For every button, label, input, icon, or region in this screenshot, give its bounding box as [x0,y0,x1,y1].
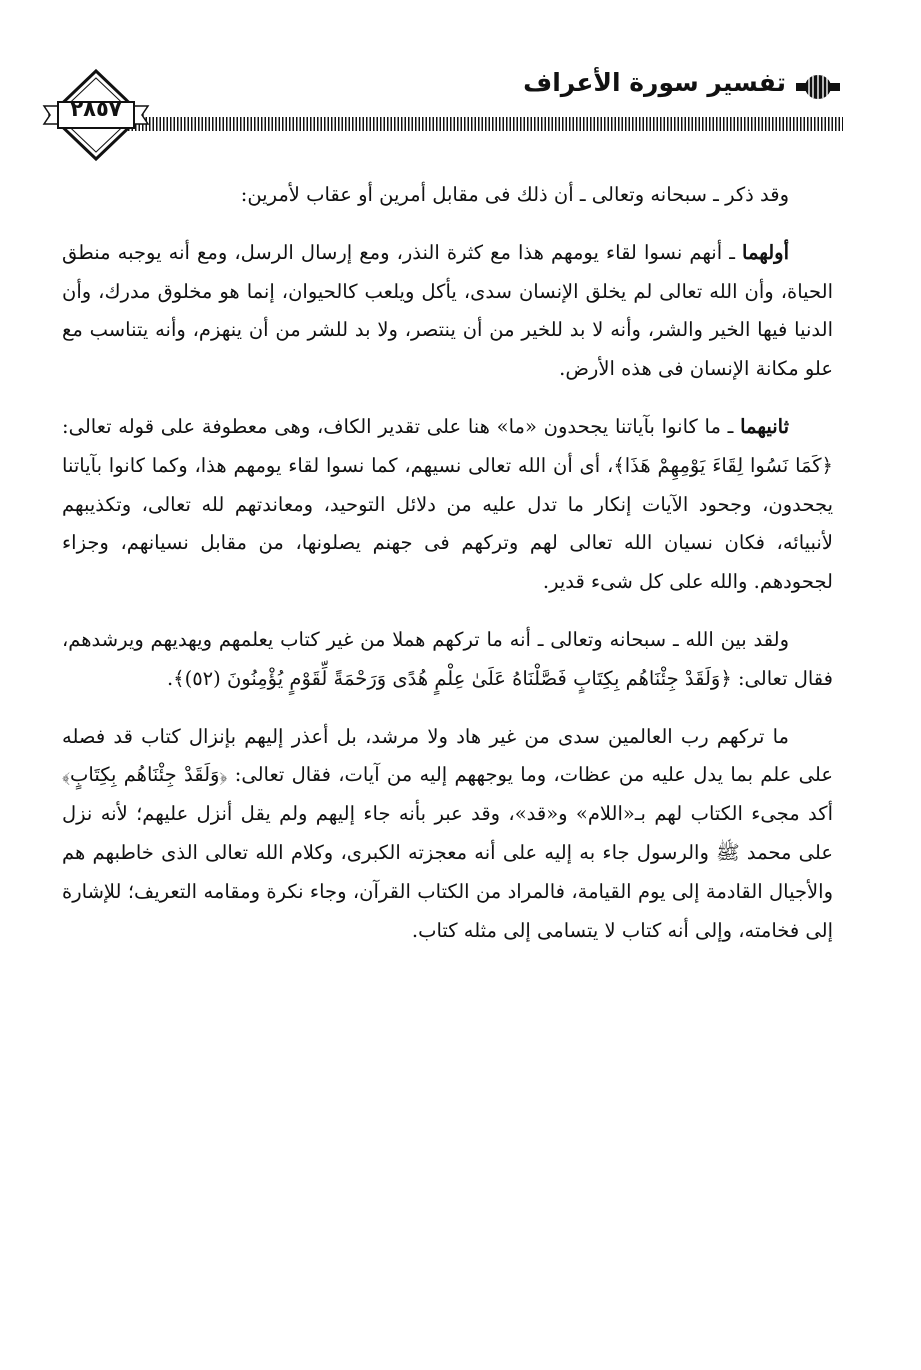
page-body [62,176,833,969]
page-header [0,0,921,170]
paragraph-second-reason [62,408,833,602]
paragraph-text: وقد ذكر ـ سبحانه وتعالى ـ أن ذلك فى مقابل أمرين أو عقاب لأمرين: [240,183,789,206]
paragraph-lead: أولهما [742,240,789,264]
paragraph-text: ـ أنهم نسوا لقاء يومهم هذا مع كثرة النذر، ومع إرسال الرسل، ومع أنه يوجبه منطق الحياة، وأن الله تعالى لم يخلق الإنسان سدى، يأكل ويلعب كالحيوان، إنما هو مخلوق مدرك، وأن الدنيا فيها الخير والشر، وأنه لا بد للخير من أن ينتصر، ولا بد للشر من أن ينهزم، وأنه يتناسب مع علو مكانة الإنسان فى هذه الأرض. [62,240,833,381]
page-number: ٢٨٥٧ [70,97,122,121]
paragraph-text: ما تركهم رب العالمين سدى من غير هاد ولا مرشد، بل أعذر إليهم بإنزال كتاب قد فصله على علم بما يدل عليه من عظات، وما يوجههم إليه من آيات، فقال تعالى: ﴿وَلَقَدْ جِئْنَاهُم بِكِتَابٍ﴾ أكد مجىء الكتاب لهم بـ«اللام» و«قد»، وقد عبر بأنه جاء إليهم ولم يقل أنزل عليهم؛ لأنه نزل على محمد ﷺ والرسول جاء به إليه على أنه معجزته الكبرى، وكلام الله تعالى الذى خاطبهم هم والأجيال القادمة إلى يوم القيامة، فالمراد من الكتاب القرآن، وجاء نكرة ومقامه التعريف؛ للإشارة إلى فخامته، وإلى أنه كتاب لا يتسامى إلى مثله كتاب. [62,724,833,942]
paragraph-text: ـ ما كانوا بآياتنا يجحدون «ما» هنا على تقدير الكاف، وهى معطوفة على قوله تعالى: ﴿كَمَا نَسُوا لِقَاءَ يَوْمِهِمْ هَذَا﴾، أى أن الله تعالى نسيهم، كما نسوا لقاء يومهم هذا، وكما كانوا بآياتنا يجحدون، وجحود الآيات إنكار ما تدل عليه من دلائل التوحيد، ومعاندتهم لله تعالى، وتكذيبهم لأنبيائه، فكان نسيان الله تعالى لهم وتركهم فى جهنم يصلونها، من مقابل نسيانهم، وجزاء لجحودهم. والله على كل شىء قدير. [62,414,833,594]
paragraph-commentary [62,718,833,951]
paragraph-text: ولقد بين الله ـ سبحانه وتعالى ـ أنه ما تركهم هملا من غير كتاب يعلمهم ويهديهم ويرشدهم، فقال تعالى: ﴿وَلَقَدْ جِئْنَاهُم بِكِتَابٍ فَصَّلْنَاهُ عَلَىٰ عِلْمٍ هُدًى وَرَحْمَةً لِّقَوْمٍ يُؤْمِنُونَ (٥٢)﴾. [62,627,833,690]
paragraph-intro [62,176,833,215]
paragraph-first-reason [62,234,833,389]
header-divider [128,117,843,131]
paragraph-lead: ثانيهما [740,414,789,438]
header-title: تفسير سورة الأعراف [523,68,786,97]
paragraph-book-verse [62,621,833,699]
header-ornament-icon [793,68,843,106]
